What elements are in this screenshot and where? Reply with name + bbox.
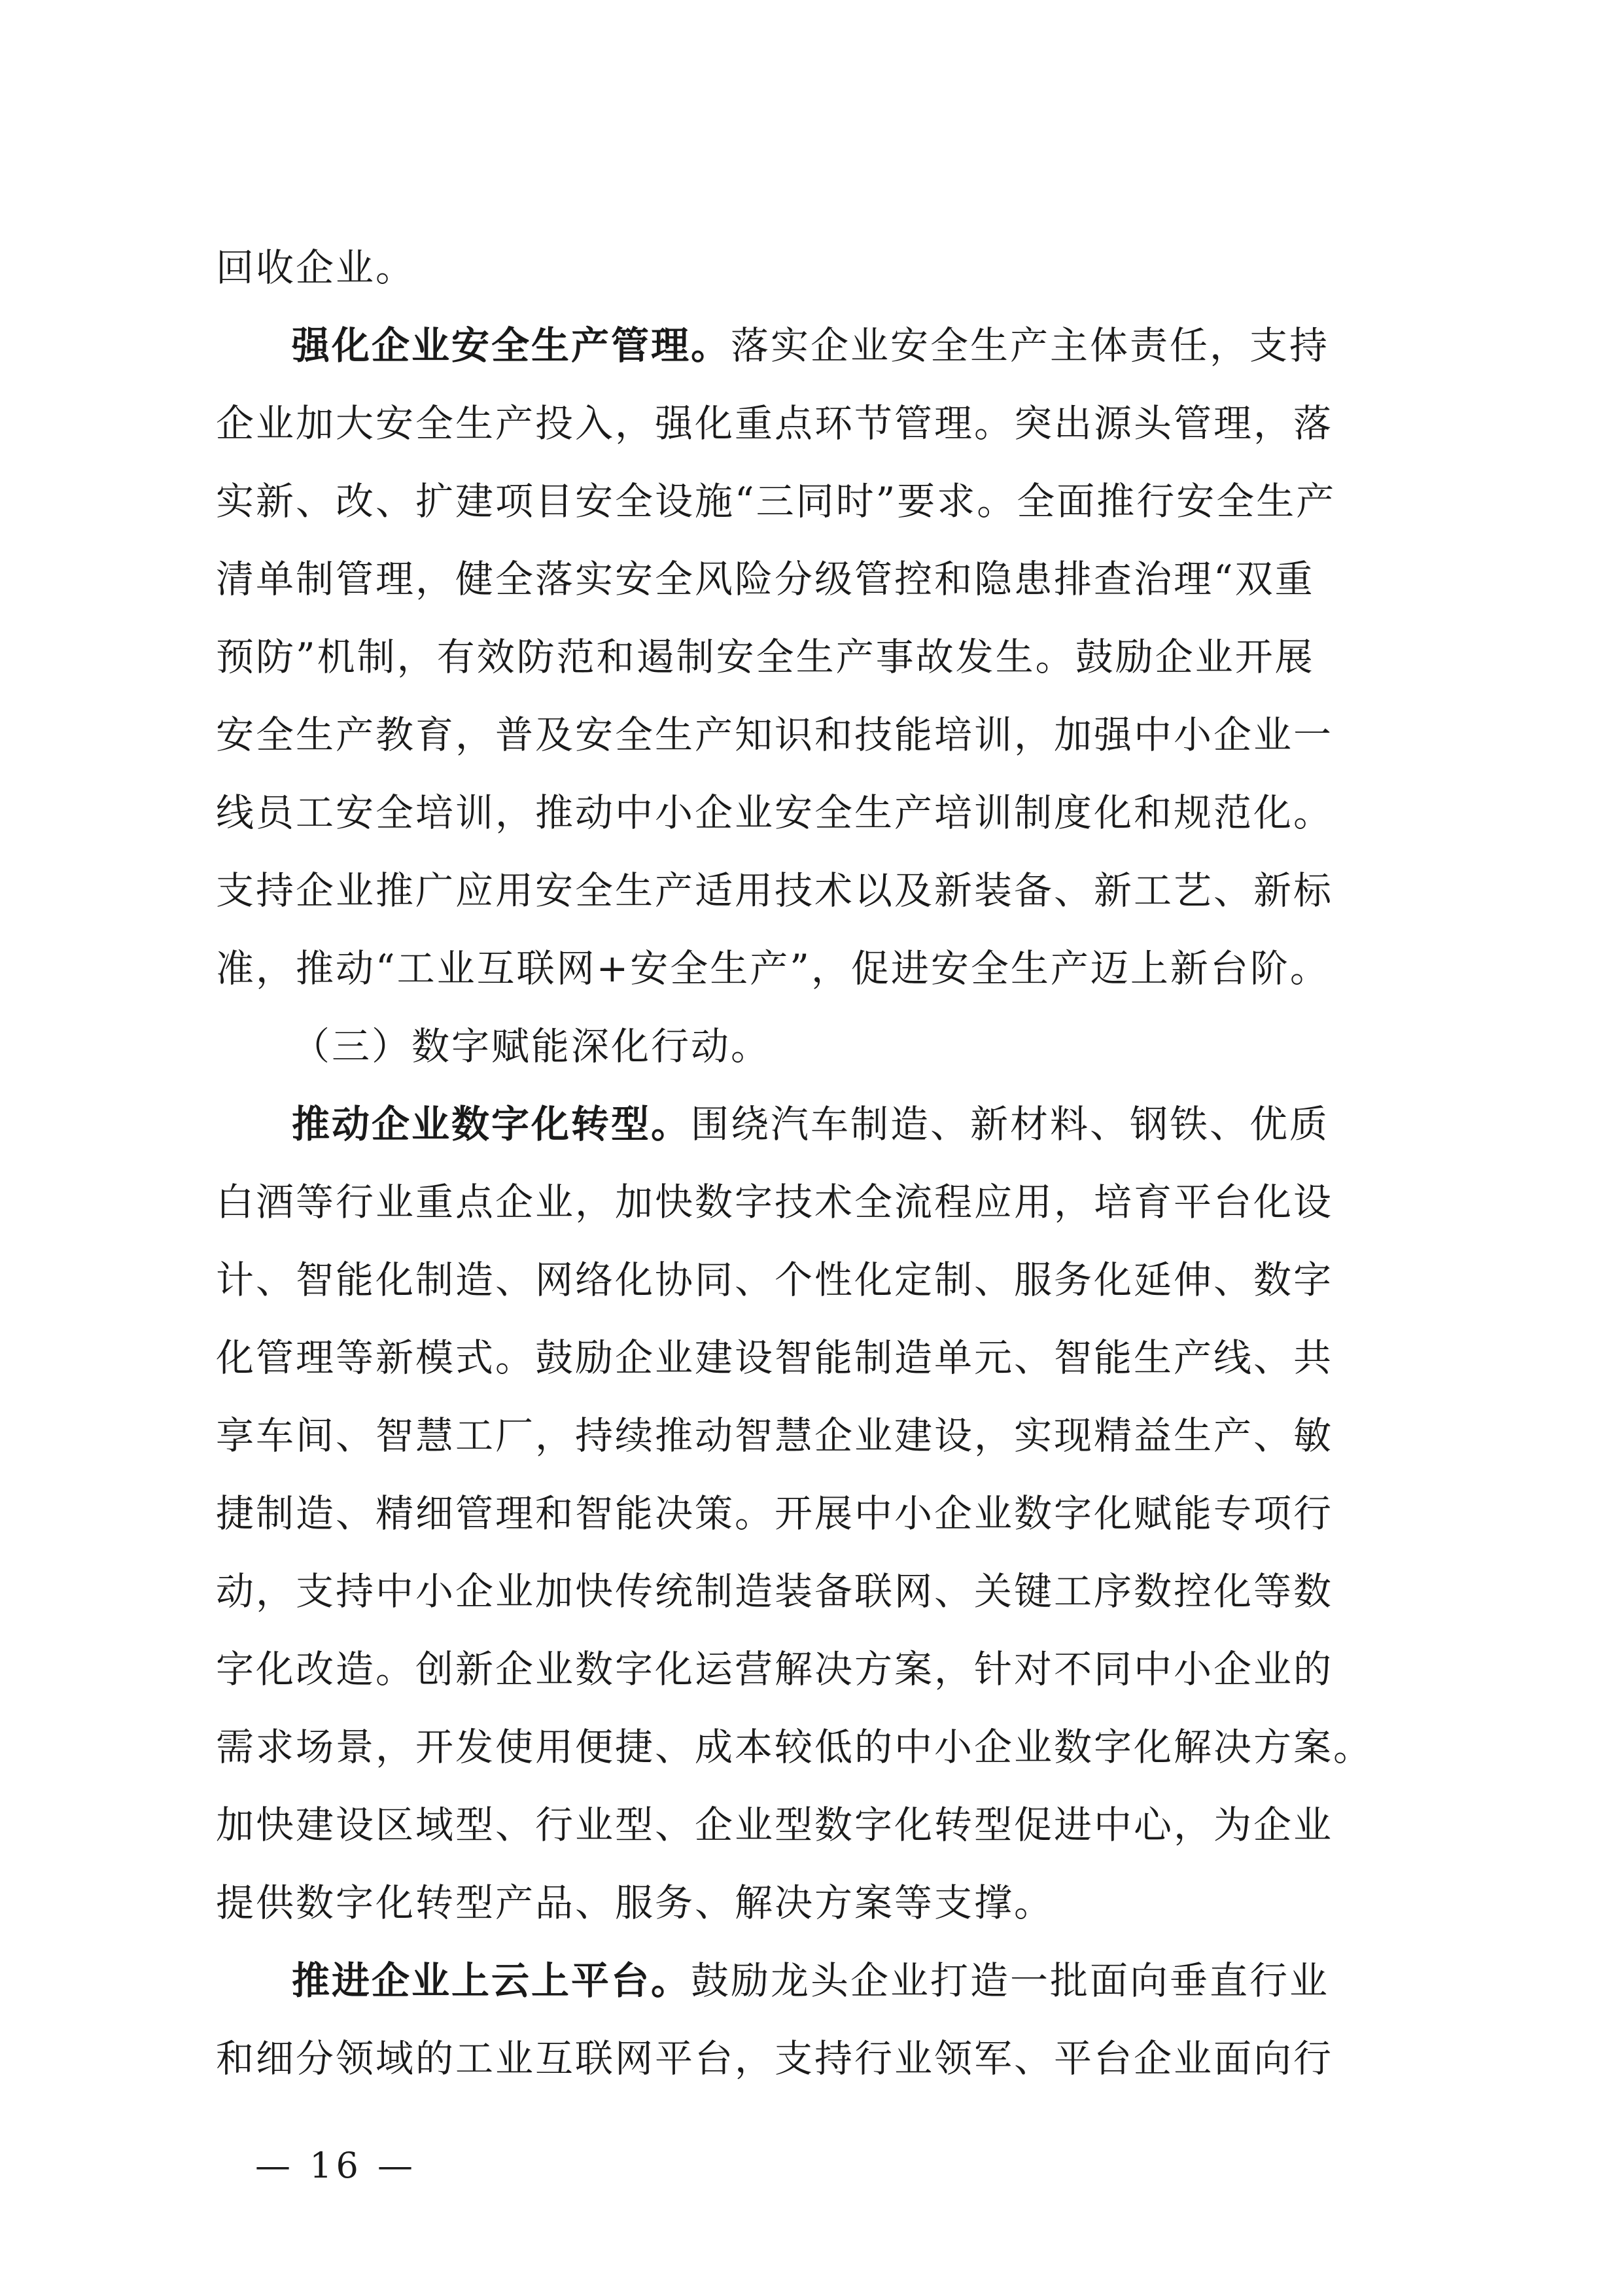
line-text: 安全生产教育，普及安全生产知识和技能培训，加强中小企业一	[216, 713, 1334, 757]
line-text: 落实企业安全生产主体责任，支持	[731, 323, 1330, 368]
text-line	[216, 618, 1426, 696]
line-text: 提供数字化转型产品、服务、解决方案等支撑。	[216, 1881, 1055, 1925]
text-line	[216, 1163, 1426, 1241]
text-line	[216, 1708, 1426, 1786]
line-text: 加快建设区域型、行业型、企业型数字化转型促进中心，为企业	[216, 1803, 1334, 1847]
line-text: 和细分领域的工业互联网平台，支持行业领军、平台企业面向行	[216, 2036, 1334, 2081]
line-text: 回收企业。	[216, 245, 416, 290]
line-text: 预防”机制，有效防范和遏制安全生产事故发生。鼓励企业开展	[216, 635, 1315, 679]
text-line	[216, 1319, 1426, 1397]
text-line	[216, 852, 1426, 930]
text-line	[216, 1864, 1426, 1942]
text-line	[216, 385, 1426, 463]
line-text: 线员工安全培训，推动中小企业安全生产培训制度化和规范化。	[216, 790, 1334, 835]
text-line	[216, 1786, 1426, 1864]
text-line	[216, 1631, 1426, 1708]
line-text: 围绕汽车制造、新材料、钢铁、优质	[691, 1102, 1330, 1146]
text-line	[216, 1553, 1426, 1631]
line-text: 清单制管理，健全落实安全风险分级管控和隐患排查治理“双重	[216, 557, 1315, 601]
text-line	[216, 1086, 1426, 1163]
text-line	[216, 463, 1426, 540]
line-text: 化管理等新模式。鼓励企业建设智能制造单元、智能生产线、共	[216, 1335, 1334, 1380]
line-text: 白酒等行业重点企业，加快数字技术全流程应用，培育平台化设	[216, 1180, 1334, 1224]
text-line	[216, 229, 1426, 307]
line-text: 捷制造、精细管理和智能决策。开展中小企业数字化赋能专项行	[216, 1491, 1334, 1536]
text-line	[216, 307, 1426, 385]
bold-lead-heading: 推进企业上云上平台。	[292, 1958, 691, 2003]
line-text: 支持企业推广应用安全生产适用技术以及新装备、新工艺、新标	[216, 868, 1334, 913]
text-line	[216, 930, 1426, 1008]
page-number: — 16 —	[255, 2145, 417, 2186]
line-text: 享车间、智慧工厂，持续推动智慧企业建设，实现精益生产、敏	[216, 1413, 1334, 1458]
text-line	[216, 540, 1426, 618]
line-text: 动，支持中小企业加快传统制造装备联网、关键工序数控化等数	[216, 1569, 1334, 1614]
line-text: 实新、改、扩建项目安全设施“三同时”要求。全面推行安全生产	[216, 479, 1336, 523]
line-text: 需求场景，开发使用便捷、成本较低的中小企业数字化解决方案。	[216, 1725, 1374, 1769]
line-text: （三）数字赋能深化行动。	[292, 1024, 771, 1069]
text-line	[216, 1475, 1426, 1553]
line-text: 准，推动“工业互联网+安全生产”，促进安全生产迈上新台阶。	[216, 946, 1330, 991]
text-line	[216, 696, 1426, 774]
text-line	[216, 1397, 1426, 1475]
text-line	[216, 774, 1426, 852]
line-text: 鼓励龙头企业打造一批面向垂直行业	[691, 1958, 1330, 2003]
line-text: 计、智能化制造、网络化协同、个性化定制、服务化延伸、数字	[216, 1258, 1334, 1302]
bold-lead-heading: 推动企业数字化转型。	[292, 1102, 691, 1146]
bold-lead-heading: 强化企业安全生产管理。	[292, 323, 731, 368]
text-line	[216, 1008, 1426, 1086]
body-text	[216, 229, 1426, 2098]
line-text: 字化改造。创新企业数字化运营解决方案，针对不同中小企业的	[216, 1647, 1334, 1691]
line-text: 企业加大安全生产投入，强化重点环节管理。突出源头管理，落	[216, 401, 1334, 446]
text-line	[216, 1241, 1426, 1319]
text-line	[216, 1942, 1426, 2020]
text-line	[216, 2020, 1426, 2098]
